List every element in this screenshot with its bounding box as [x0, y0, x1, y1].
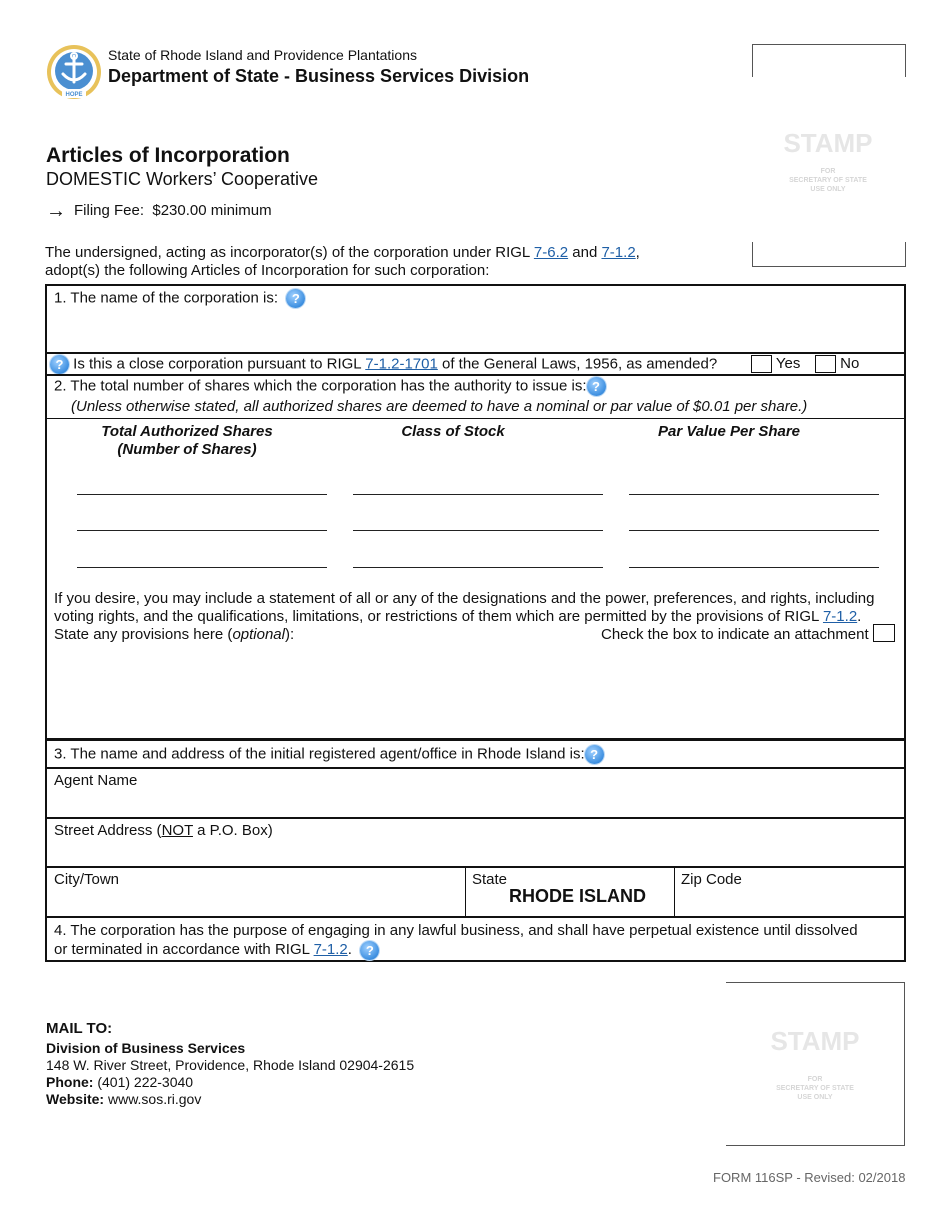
stamp-note: FOR SECRETARY OF STATE USE ONLY — [789, 168, 867, 193]
stamp-box-top — [752, 44, 906, 77]
col-par-value: Par Value Per Share — [657, 423, 801, 440]
provisions-field[interactable] — [53, 646, 898, 736]
close-corp-no: No — [815, 355, 859, 373]
help-icon[interactable]: ? — [360, 941, 379, 960]
rigl-7-1-2-link[interactable]: 7-1.2 — [601, 244, 636, 261]
street-address-label: Street Address (NOT a P.O. Box) — [54, 822, 273, 839]
par-input-1[interactable] — [629, 494, 879, 495]
agent-name-field[interactable] — [53, 792, 898, 814]
attachment-label: Check the box to indicate an attachment — [601, 626, 869, 643]
attachment-checkbox[interactable] — [873, 624, 895, 642]
provisions-statement: If you desire, you may include a statement of all or any of the designations and the power, preferences, and rights, including voting rights, and the qualifications, limitations, or restrictions of them which are permitted by the provisions of RIGL 7-1.2. State any provisions here (optional): — [54, 590, 875, 643]
no-checkbox[interactable] — [815, 355, 836, 373]
stamp-box-bottom — [726, 982, 905, 1146]
stamp-note-bottom: FOR SECRETARY OF STATE USE ONLY — [776, 1076, 854, 1101]
rigl-7-6-2-link[interactable]: 7-6.2 — [533, 244, 569, 261]
intro-text: The undersigned, acting as incorporator(s) of the corporation under RIGL 7-6.2 and 7-1.2, adopt(s) the following Articles of Incorporation for such corporation: — [45, 244, 640, 279]
mail-heading: MAIL TO: — [46, 1020, 113, 1037]
state-label: State — [472, 871, 508, 888]
fee-label: Filing Fee: — [74, 202, 145, 219]
state-name: State of Rhode Island and Providence Plantations — [108, 47, 417, 63]
department-name: Department of State - Business Services Division — [108, 66, 530, 86]
state-seal-icon — [46, 44, 102, 100]
par-input-3[interactable] — [629, 567, 879, 568]
yes-checkbox[interactable] — [751, 355, 772, 373]
mail-phone: Phone: (401) 222-3040 — [46, 1074, 194, 1090]
close-corporation-question: ? Is this a close corporation pursuant to RIGL 7-1.2-1701 of the General Laws, 1956, as amended? — [50, 355, 900, 374]
state-value: RHODE ISLAND — [509, 886, 647, 906]
class-input-3[interactable] — [353, 567, 603, 568]
class-input-2[interactable] — [353, 530, 603, 531]
help-icon[interactable]: ? — [50, 355, 69, 374]
shares-input-2[interactable] — [77, 530, 327, 531]
arrow-right-icon: → — [46, 199, 66, 222]
mail-org: Division of Business Services — [46, 1040, 246, 1056]
mail-website: Website: www.sos.ri.gov — [46, 1091, 202, 1107]
rigl-7-1-2-link[interactable]: 7-1.2 — [822, 608, 858, 625]
corporation-name-field[interactable] — [53, 310, 898, 348]
street-address-field[interactable] — [53, 842, 898, 864]
help-icon[interactable]: ? — [286, 289, 305, 308]
agent-name-label: Agent Name — [54, 772, 138, 789]
section-4-text: 4. The corporation has the purpose of engaging in any lawful business, and shall have perpetual existence until dissolved or terminated in accordance with RIGL 7-1.2. ? — [54, 922, 858, 958]
close-corp-yes: Yes — [751, 355, 800, 373]
help-icon[interactable]: ? — [587, 377, 606, 396]
city-field[interactable] — [53, 890, 458, 912]
shares-input-3[interactable] — [77, 567, 327, 568]
section-3-label: 3. The name and address of the initial registered agent/office in Rhode Island is: ? — [54, 745, 604, 764]
par-input-2[interactable] — [629, 530, 879, 531]
rigl-7-1-2-link[interactable]: 7-1.2 — [313, 941, 348, 958]
zip-field[interactable] — [680, 890, 898, 912]
stamp-label-bottom: STAMP — [770, 1026, 860, 1056]
form-revision: FORM 116SP - Revised: 02/2018 — [713, 1170, 906, 1185]
page-subtitle: DOMESTIC Workers’ Cooperative — [46, 169, 319, 189]
city-label: City/Town — [54, 871, 120, 888]
mail-to-block — [46, 1020, 414, 1108]
mail-address: 148 W. River Street, Providence, Rhode Island 02904-2615 — [46, 1057, 415, 1073]
shares-input-1[interactable] — [77, 494, 327, 495]
rigl-7-1-2-1701-link[interactable]: 7-1.2-1701 — [365, 355, 438, 373]
help-icon[interactable]: ? — [585, 745, 604, 764]
articles-form — [45, 284, 906, 962]
zip-label: Zip Code — [681, 871, 742, 888]
page-title: Articles of Incorporation — [46, 144, 290, 167]
par-value-note: (Unless otherwise stated, all authorized shares are deemed to have a nominal or par value of $0.01 per share.) — [71, 398, 808, 415]
seal-text: HOPE — [65, 92, 83, 98]
section-2-label: 2. The total number of shares which the corporation has the authority to issue is: ? — [54, 377, 606, 396]
col-class-of-stock: Class of Stock — [401, 423, 505, 440]
filing-fee — [46, 199, 272, 222]
class-input-1[interactable] — [353, 494, 603, 495]
city-state-zip-row — [47, 868, 904, 916]
col-total-shares: Total Authorized Shares (Number of Shares) — [101, 423, 273, 458]
section-1-label: 1. The name of the corporation is: ? — [54, 289, 305, 308]
stamp-box-top-bottom — [752, 242, 906, 267]
fee-value: $230.00 minimum — [152, 202, 272, 219]
stamp-label: STAMP — [783, 128, 873, 158]
